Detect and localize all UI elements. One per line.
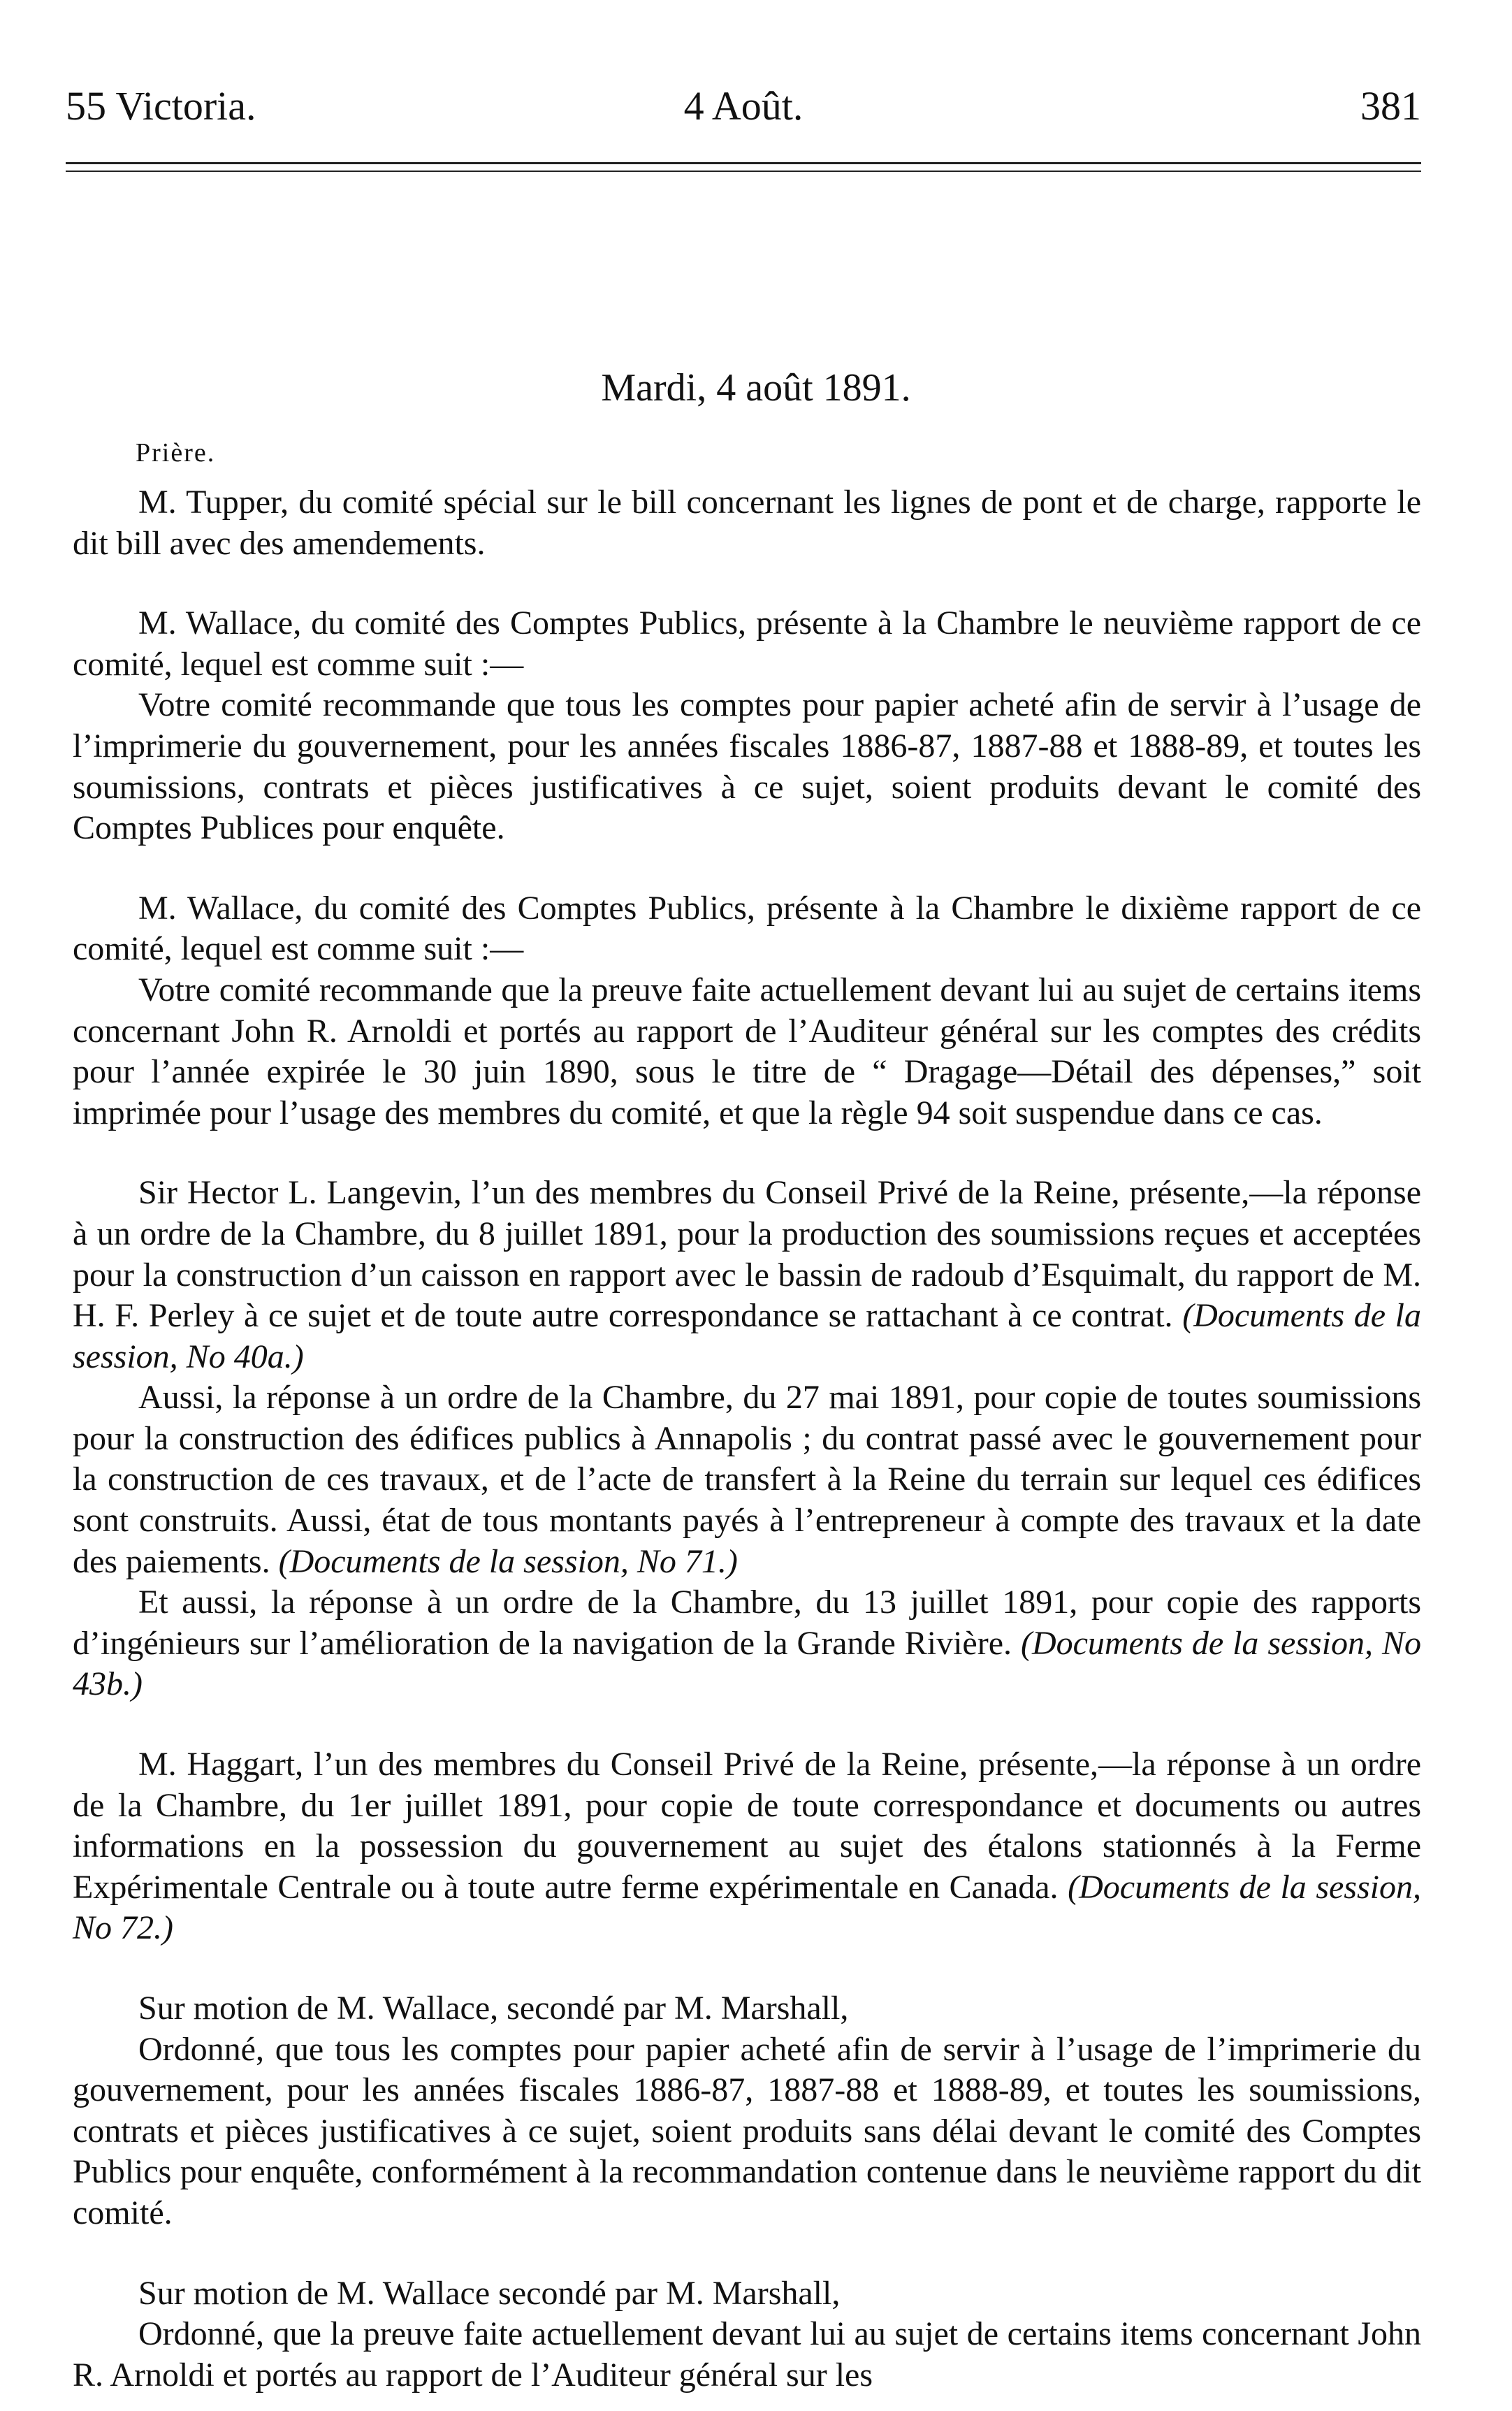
journal-body (73, 482, 1421, 2396)
session-document-ref: (Documents de la session, No 72.) (73, 1868, 1421, 1947)
session-document-ref: (Documents de la session, No 43b.) (73, 1624, 1422, 1703)
paragraph-motion-1: Sur motion de M. Wallace, secondé par M. Marshall, (138, 1990, 849, 2027)
paragraph-wallace-tenth-report: M. Wallace, du comité des Comptes Publics, présente à la Chambre le dixième rapport de ce comité, lequel est comme suit :— (73, 889, 1421, 968)
paragraph-ninth-report-text: Votre comité recommande que tous les comptes pour papier acheté afin de servir à l’usage de l’imprimerie du gouvernement, pour les années fiscales 1886-87, 1887-88 et 1888-89, et toutes les soumissions, contrats et pièces justificatives à ce sujet, soient produits devant le comité des Comptes Publices pour enquête. (73, 686, 1421, 847)
margin-note-priere: Prière. (136, 438, 216, 468)
paragraph-order-2: Ordonné, que la preuve faite actuellement devant lui au sujet de certains items concernant John R. Arnoldi et portés au rapport de l’Auditeur général sur les (73, 2315, 1421, 2394)
header-regnal-year: 55 Victoria. (66, 83, 256, 129)
paragraph-grande-riviere-return: Et aussi, la réponse à un ordre de la Chambre, du 13 juillet 1891, pour copie des rapports d’ingénieurs sur l’amélioration de la navigation de la Grande Rivière. (Documents de la session, No 43b.) (73, 1584, 1422, 1703)
paragraph-order-1: Ordonné, que tous les comptes pour papier acheté afin de servir à l’usage de l’imprimerie du gouvernement, pour les années fiscales 1886-87, 1887-88 et 1888-89, et toutes les soumissions, contrats et pièces justificatives à ce sujet, soient produits sans délai devant le comité des Comptes Publics pour enquête, conformément à la recommandation contenue dans le neuvième rapport du dit comité. (73, 2030, 1421, 2231)
paragraph-wallace-ninth-report: M. Wallace, du comité des Comptes Publics, présente à la Chambre le neuvième rapport de ce comité, lequel est comme suit :— (73, 604, 1421, 683)
header-rule-top (66, 162, 1421, 164)
paragraph-haggart-return: M. Haggart, l’un des membres du Conseil Privé de la Reine, présente,—la réponse à un ordre de la Chambre, du 1er juillet 1891, pour copie de toute correspondance et documents ou autres informations en la possession du gouvernement au sujet des étalons stationnés à la Ferme Expérimentale Centrale ou à toute autre ferme expérimentale en Canada. (Documents de la session, No 72.) (73, 1746, 1421, 1947)
session-document-ref: (Documents de la session, No 40a.) (73, 1297, 1422, 1375)
paragraph-annapolis-return: Aussi, la réponse à un ordre de la Chambre, du 27 mai 1891, pour copie de toutes soumissions pour la construction des édifices publics à Annapolis ; du contrat passé avec le gouvernement pour la construction de ces travaux, et de l’acte de transfert à la Reine du terrain sur lequel ces édifices sont construits. Aussi, état de tous montants payés à l’entrepreneur à compte des travaux et la date des paiements. (Documents de la session, No 71.) (73, 1379, 1421, 1580)
running-header (66, 78, 1421, 134)
session-document-ref: (Documents de la session, No 71.) (278, 1542, 738, 1580)
header-date: 4 Août. (683, 83, 804, 129)
header-rule-bottom (66, 171, 1421, 172)
paragraph-motion-2: Sur motion de M. Wallace secondé par M. Marshall, (138, 2274, 841, 2312)
paragraph-tupper-report: M. Tupper, du comité spécial sur le bill concernant les lignes de pont et de charge, rapporte le dit bill avec des amendements. (73, 484, 1421, 562)
paragraph-langevin-return: Sir Hector L. Langevin, l’un des membres du Conseil Privé de la Reine, présente,—la réponse à un ordre de la Chambre, du 8 juillet 1891, pour la production des soumissions reçues et acceptées pour la construction d’un caisson en rapport avec le bassin de radoub d’Esquimalt, du rapport de M. H. F. Perley à ce sujet et de toute autre correspondance se rattachant à ce contrat. (Documents de la session, No 40a.) (73, 1174, 1422, 1375)
paragraph-tenth-report-text: Votre comité recommande que la preuve faite actuellement devant lui au sujet de certains items concernant John R. Arnoldi et portés au rapport de l’Auditeur général sur les comptes des crédits pour l’année expirée le 30 juin 1890, sous le titre de “ Dragage—Détail des dépenses,” soit imprimée pour l’usage des membres du comité, et que la règle 94 soit suspendue dans ce cas. (73, 971, 1421, 1131)
sitting-date: Mardi, 4 août 1891. (601, 366, 911, 410)
page-number: 381 (1360, 83, 1421, 129)
